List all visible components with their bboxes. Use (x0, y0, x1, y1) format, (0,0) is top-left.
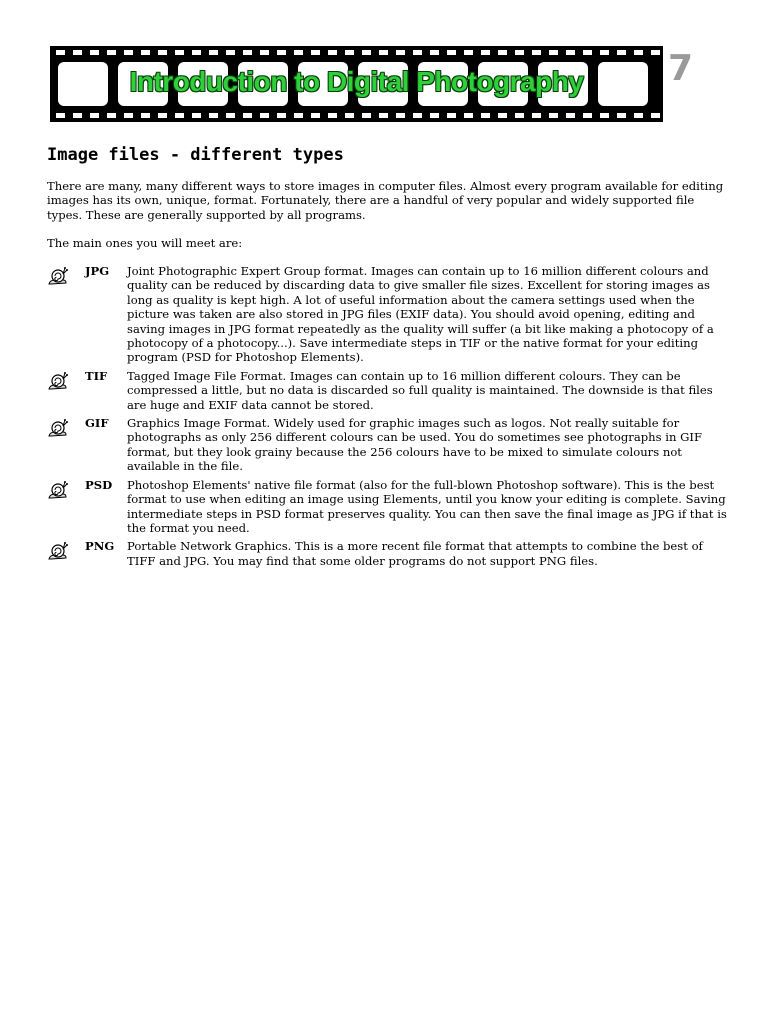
sprocket-hole (243, 50, 252, 55)
format-description: Graphics Image Format. Widely used for graphic images such as logos. Not really suitable for photographs as only 256 different colours can be used. You do sometimes see photographs in GIF format, but they look grainy because the 256 colours have to be mixed to simulate colours not available in the file. (127, 416, 703, 474)
sprocket-hole (209, 113, 218, 118)
list-item (47, 539, 729, 568)
sprocket-hole (107, 113, 116, 118)
format-code: PNG (85, 539, 115, 554)
sprocket-hole (583, 113, 592, 118)
snail-icon (47, 417, 69, 439)
sprocket-hole (532, 113, 541, 118)
sprocket-hole (583, 50, 592, 55)
sprocket-hole (362, 50, 371, 55)
sprocket-hole (56, 113, 65, 118)
snail-icon (47, 265, 69, 287)
format-code: PSD (85, 477, 113, 492)
sprocket-hole (141, 113, 150, 118)
sprocket-hole (175, 113, 184, 118)
sprocket-hole (549, 50, 558, 55)
format-code: GIF (85, 416, 109, 431)
film-sprocket-holes-top (54, 50, 659, 55)
sprocket-hole (362, 113, 371, 118)
sprocket-hole (430, 113, 439, 118)
sprocket-hole (464, 113, 473, 118)
sprocket-hole (90, 113, 99, 118)
sprocket-hole (447, 113, 456, 118)
snail-icon (47, 370, 69, 392)
sprocket-hole (532, 50, 541, 55)
format-description: Joint Photographic Expert Group format. Images can contain up to 16 million different colours and quality can be reduced by discarding data to give smaller file sizes. Excellent for storing images as long as quality is kept high. A lot of useful information about the camera settings used when the picture was taken are also stored in JPG files (EXIF data). You should avoid opening, editing and saving images in JPG format repeatedly as the quality will suffer (a bit like making a photocopy of a photocopy of a photocopy...). Save intermediate steps in TIF or the native format for your editing program (PSD for Photoshop Elements). (127, 264, 714, 365)
sprocket-hole (515, 113, 524, 118)
sprocket-hole (277, 113, 286, 118)
sprocket-hole (90, 50, 99, 55)
sprocket-hole (413, 50, 422, 55)
sprocket-hole (617, 113, 626, 118)
sprocket-hole (549, 113, 558, 118)
file-format-list (47, 264, 729, 572)
sprocket-hole (498, 113, 507, 118)
sprocket-hole (192, 50, 201, 55)
sprocket-hole (226, 50, 235, 55)
sprocket-hole (498, 50, 507, 55)
list-item (47, 369, 729, 412)
sprocket-hole (481, 50, 490, 55)
page-number: 7 (668, 48, 694, 89)
sprocket-hole (260, 113, 269, 118)
format-description: Photoshop Elements' native file format (also for the full-blown Photoshop software). This is the best format to use when editing an image using Elements, until you know your editing is complete. Saving intermediate steps in PSD format preserves quality. You can then save the final image as JPG if that is the format you need. (127, 477, 727, 535)
format-description: Tagged Image File Format. Images can contain up to 16 million different colours. They can be compressed a little, but no data is discarded so full quality is maintained. The downside is that files are huge and EXIF data cannot be stored. (127, 368, 713, 412)
sprocket-hole (447, 50, 456, 55)
sprocket-hole (600, 113, 609, 118)
section-heading: Image files - different types (47, 145, 344, 165)
sprocket-hole (124, 50, 133, 55)
sprocket-hole (277, 50, 286, 55)
sprocket-hole (345, 113, 354, 118)
sprocket-hole (481, 113, 490, 118)
sprocket-hole (56, 50, 65, 55)
sprocket-hole (107, 50, 116, 55)
sprocket-hole (328, 113, 337, 118)
sprocket-hole (464, 50, 473, 55)
format-code: TIF (85, 368, 108, 383)
sprocket-hole (651, 113, 660, 118)
format-description: Portable Network Graphics. This is a more recent file format that attempts to combine the best of TIFF and JPG. You may find that some older programs do not support PNG files. (127, 539, 703, 568)
snail-icon (47, 479, 69, 501)
sprocket-hole (311, 113, 320, 118)
sprocket-hole (617, 50, 626, 55)
list-item (47, 264, 729, 365)
sprocket-hole (379, 50, 388, 55)
sprocket-hole (413, 113, 422, 118)
sprocket-hole (175, 50, 184, 55)
sprocket-hole (515, 50, 524, 55)
sprocket-hole (651, 50, 660, 55)
sprocket-hole (634, 113, 643, 118)
sprocket-hole (73, 50, 82, 55)
sprocket-hole (73, 113, 82, 118)
film-sprocket-holes-bottom (54, 113, 659, 118)
sprocket-hole (634, 50, 643, 55)
sprocket-hole (226, 113, 235, 118)
sprocket-hole (158, 50, 167, 55)
sprocket-hole (192, 113, 201, 118)
sprocket-hole (396, 113, 405, 118)
sprocket-hole (124, 113, 133, 118)
intro-paragraph: There are many, many different ways to store images in computer files. Almost every program available for editing images has its own, unique, format. Fortunately, there are a handful of very popular and widely supported file types. These are generally supported by all programs. (47, 179, 724, 222)
sprocket-hole (379, 113, 388, 118)
snail-icon (47, 540, 69, 562)
list-item (47, 478, 729, 536)
sprocket-hole (566, 50, 575, 55)
sprocket-hole (396, 50, 405, 55)
list-item (47, 416, 729, 474)
sprocket-hole (243, 113, 252, 118)
lead-paragraph: The main ones you will meet are: (47, 236, 243, 250)
sprocket-hole (294, 50, 303, 55)
sprocket-hole (158, 113, 167, 118)
format-code: JPG (85, 264, 110, 278)
sprocket-hole (294, 113, 303, 118)
sprocket-hole (566, 113, 575, 118)
sprocket-hole (345, 50, 354, 55)
sprocket-hole (311, 50, 320, 55)
sprocket-hole (430, 50, 439, 55)
sprocket-hole (600, 50, 609, 55)
banner-title: Introduction to Digital Photography (129, 66, 584, 97)
sprocket-hole (209, 50, 218, 55)
sprocket-hole (260, 50, 269, 55)
sprocket-hole (328, 50, 337, 55)
film-strip-banner (50, 46, 663, 122)
sprocket-hole (141, 50, 150, 55)
